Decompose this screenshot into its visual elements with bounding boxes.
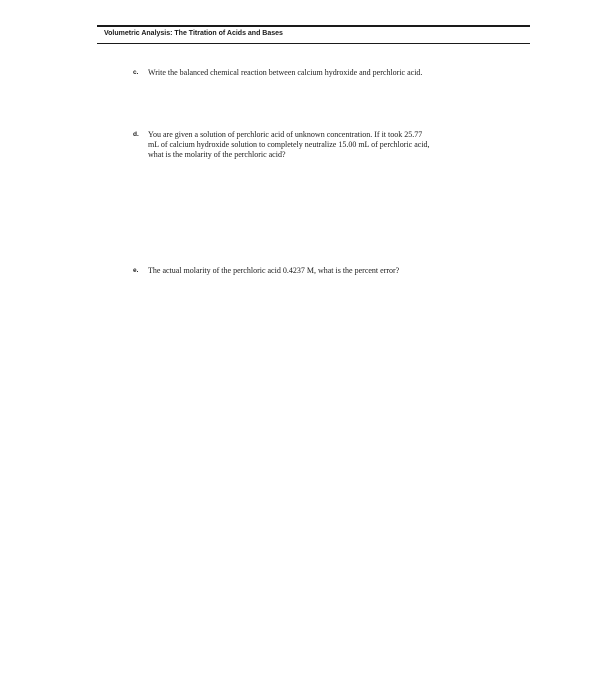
question-letter: d. — [133, 131, 139, 138]
question-line: The actual molarity of the perchloric acid 0.4237 M, what is the percent error? — [148, 266, 400, 275]
header-top-rule — [97, 25, 530, 27]
header-bottom-rule — [97, 43, 530, 44]
question-line: what is the molarity of the perchloric acid? — [148, 150, 286, 159]
page-header — [97, 25, 530, 45]
question-line: Write the balanced chemical reaction between calcium hydroxide and perchloric acid. — [148, 68, 423, 77]
question-letter: e. — [133, 267, 139, 274]
question-letter: c. — [133, 69, 139, 76]
header-title: Volumetric Analysis: The Titration of Acids and Bases — [104, 30, 283, 37]
question-text — [148, 266, 513, 276]
question-text — [148, 68, 513, 78]
question-line: mL of calcium hydroxide solution to completely neutralize 15.00 mL of perchloric acid, — [148, 140, 430, 149]
question-line: You are given a solution of perchloric acid of unknown concentration. If it took 25.77 — [148, 130, 423, 139]
question-text — [148, 130, 513, 160]
